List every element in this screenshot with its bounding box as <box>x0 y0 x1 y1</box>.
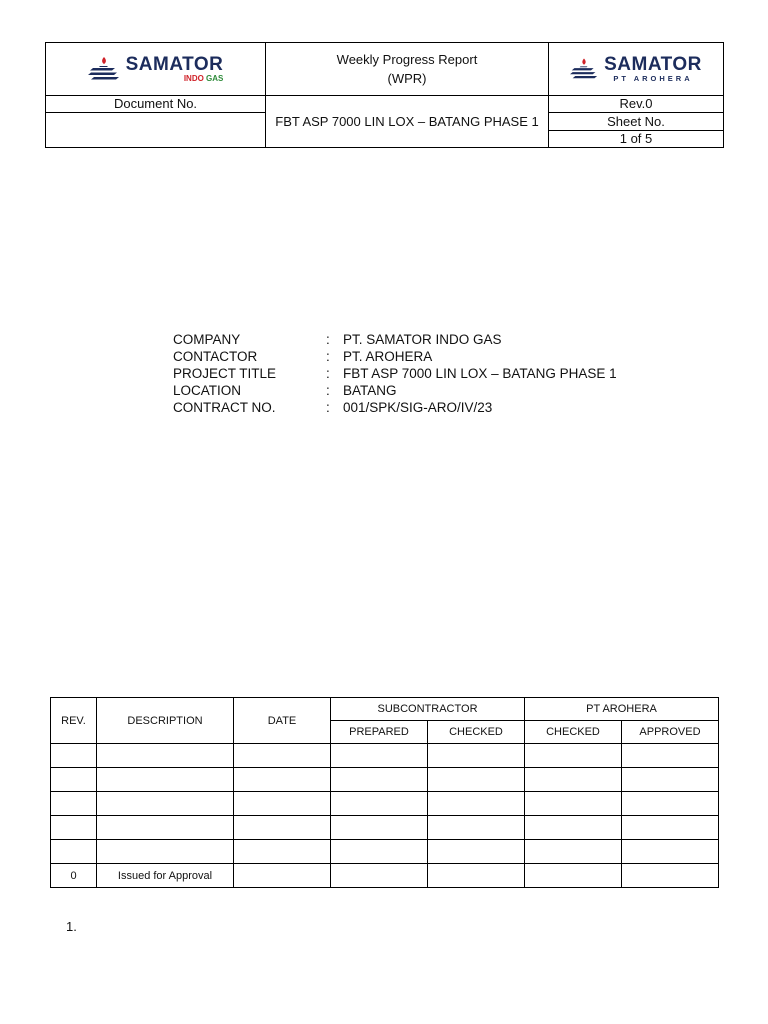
col-header-checked-arohera: CHECKED <box>525 721 622 744</box>
cell-date <box>234 816 331 840</box>
col-header-description: DESCRIPTION <box>97 698 234 744</box>
cell-checked-arohera <box>525 744 622 768</box>
cell-prepared <box>331 816 428 840</box>
cell-prepared <box>331 840 428 864</box>
project-name: FBT ASP 7000 LIN LOX – BATANG PHASE 1 <box>266 95 549 148</box>
col-header-subcontractor: SUBCONTRACTOR <box>331 698 525 721</box>
col-header-date: DATE <box>234 698 331 744</box>
table-row <box>51 744 719 768</box>
left-logo-cell <box>46 43 266 96</box>
cell-prepared <box>331 864 428 888</box>
col-header-prepared: PREPARED <box>331 721 428 744</box>
cell-rev <box>51 768 97 792</box>
cell-description <box>97 768 234 792</box>
info-label: CONTRACT NO. <box>173 400 276 415</box>
cell-checked-arohera <box>525 864 622 888</box>
info-value: PT. AROHERA <box>343 349 433 364</box>
cell-checked-arohera <box>525 816 622 840</box>
info-label: PROJECT TITLE <box>173 366 277 381</box>
samator-pt-arohera-logo <box>549 55 723 83</box>
cell-approved <box>622 864 719 888</box>
info-label: LOCATION <box>173 383 242 398</box>
col-header-rev: REV. <box>51 698 97 744</box>
cell-checked <box>428 816 525 840</box>
samator-flame-logo-icon <box>570 57 598 81</box>
cell-approved <box>622 816 719 840</box>
revision-table <box>50 697 719 888</box>
document-title <box>266 43 549 96</box>
col-header-pt-arohera: PT AROHERA <box>525 698 719 721</box>
cell-checked <box>428 864 525 888</box>
info-row-project-title <box>173 365 617 382</box>
right-logo-cell <box>549 43 724 96</box>
info-colon: : <box>326 349 330 364</box>
cell-approved <box>622 768 719 792</box>
cell-approved <box>622 744 719 768</box>
info-label: CONTACTOR <box>173 349 258 364</box>
samator-flame-logo-icon <box>88 56 120 82</box>
sheet-no-label: Sheet No. <box>549 112 724 130</box>
right-logo-subtitle: PT AROHERA <box>613 73 693 83</box>
cell-rev <box>51 840 97 864</box>
info-value: BATANG <box>343 383 397 398</box>
cell-rev <box>51 744 97 768</box>
table-row <box>51 816 719 840</box>
cell-date <box>234 768 331 792</box>
cell-approved <box>622 792 719 816</box>
cell-checked-arohera <box>525 840 622 864</box>
info-row-contract-no <box>173 399 617 416</box>
info-colon: : <box>326 366 330 381</box>
cell-prepared <box>331 792 428 816</box>
document-header-table <box>45 42 724 148</box>
project-info-block <box>173 331 617 416</box>
info-row-company <box>173 331 617 348</box>
cell-description <box>97 792 234 816</box>
cell-date <box>234 744 331 768</box>
cell-prepared <box>331 768 428 792</box>
cell-date <box>234 840 331 864</box>
left-logo-brand: SAMATOR <box>125 53 224 75</box>
col-header-checked: CHECKED <box>428 721 525 744</box>
cell-checked-arohera <box>525 768 622 792</box>
cell-date <box>234 864 331 888</box>
cell-rev: 0 <box>51 864 97 888</box>
info-colon: : <box>326 383 330 398</box>
table-row <box>51 768 719 792</box>
cell-checked <box>428 792 525 816</box>
cell-rev <box>51 792 97 816</box>
left-logo-subtitle: INDO GAS <box>183 73 224 83</box>
info-colon: : <box>326 400 330 415</box>
revision-label: Rev.0 <box>549 95 724 112</box>
info-value: 001/SPK/SIG-ARO/IV/23 <box>343 400 493 415</box>
right-logo-brand: SAMATOR <box>604 53 702 75</box>
document-title-line1: Weekly Progress Report <box>336 51 478 67</box>
list-number: 1. <box>66 919 77 934</box>
cell-rev <box>51 816 97 840</box>
col-header-approved: APPROVED <box>622 721 719 744</box>
document-no-value <box>46 112 266 147</box>
info-label: COMPANY <box>173 332 241 347</box>
cell-description <box>97 840 234 864</box>
info-row-location <box>173 382 617 399</box>
table-row <box>51 792 719 816</box>
sheet-no-value: 1 of 5 <box>549 130 724 147</box>
cell-approved <box>622 840 719 864</box>
cell-description <box>97 744 234 768</box>
cell-checked <box>428 768 525 792</box>
info-row-contactor <box>173 348 617 365</box>
cell-checked <box>428 744 525 768</box>
document-title-line2: (WPR) <box>387 70 427 86</box>
cell-description: Issued for Approval <box>97 864 234 888</box>
table-row <box>51 864 719 888</box>
info-value: PT. SAMATOR INDO GAS <box>343 332 502 347</box>
cell-date <box>234 792 331 816</box>
cell-checked-arohera <box>525 792 622 816</box>
samator-indo-gas-logo <box>46 55 265 83</box>
info-colon: : <box>326 332 330 347</box>
cell-prepared <box>331 744 428 768</box>
document-no-label: Document No. <box>46 95 266 112</box>
cell-description <box>97 816 234 840</box>
cell-checked <box>428 840 525 864</box>
table-row <box>51 840 719 864</box>
info-value: FBT ASP 7000 LIN LOX – BATANG PHASE 1 <box>343 366 617 381</box>
